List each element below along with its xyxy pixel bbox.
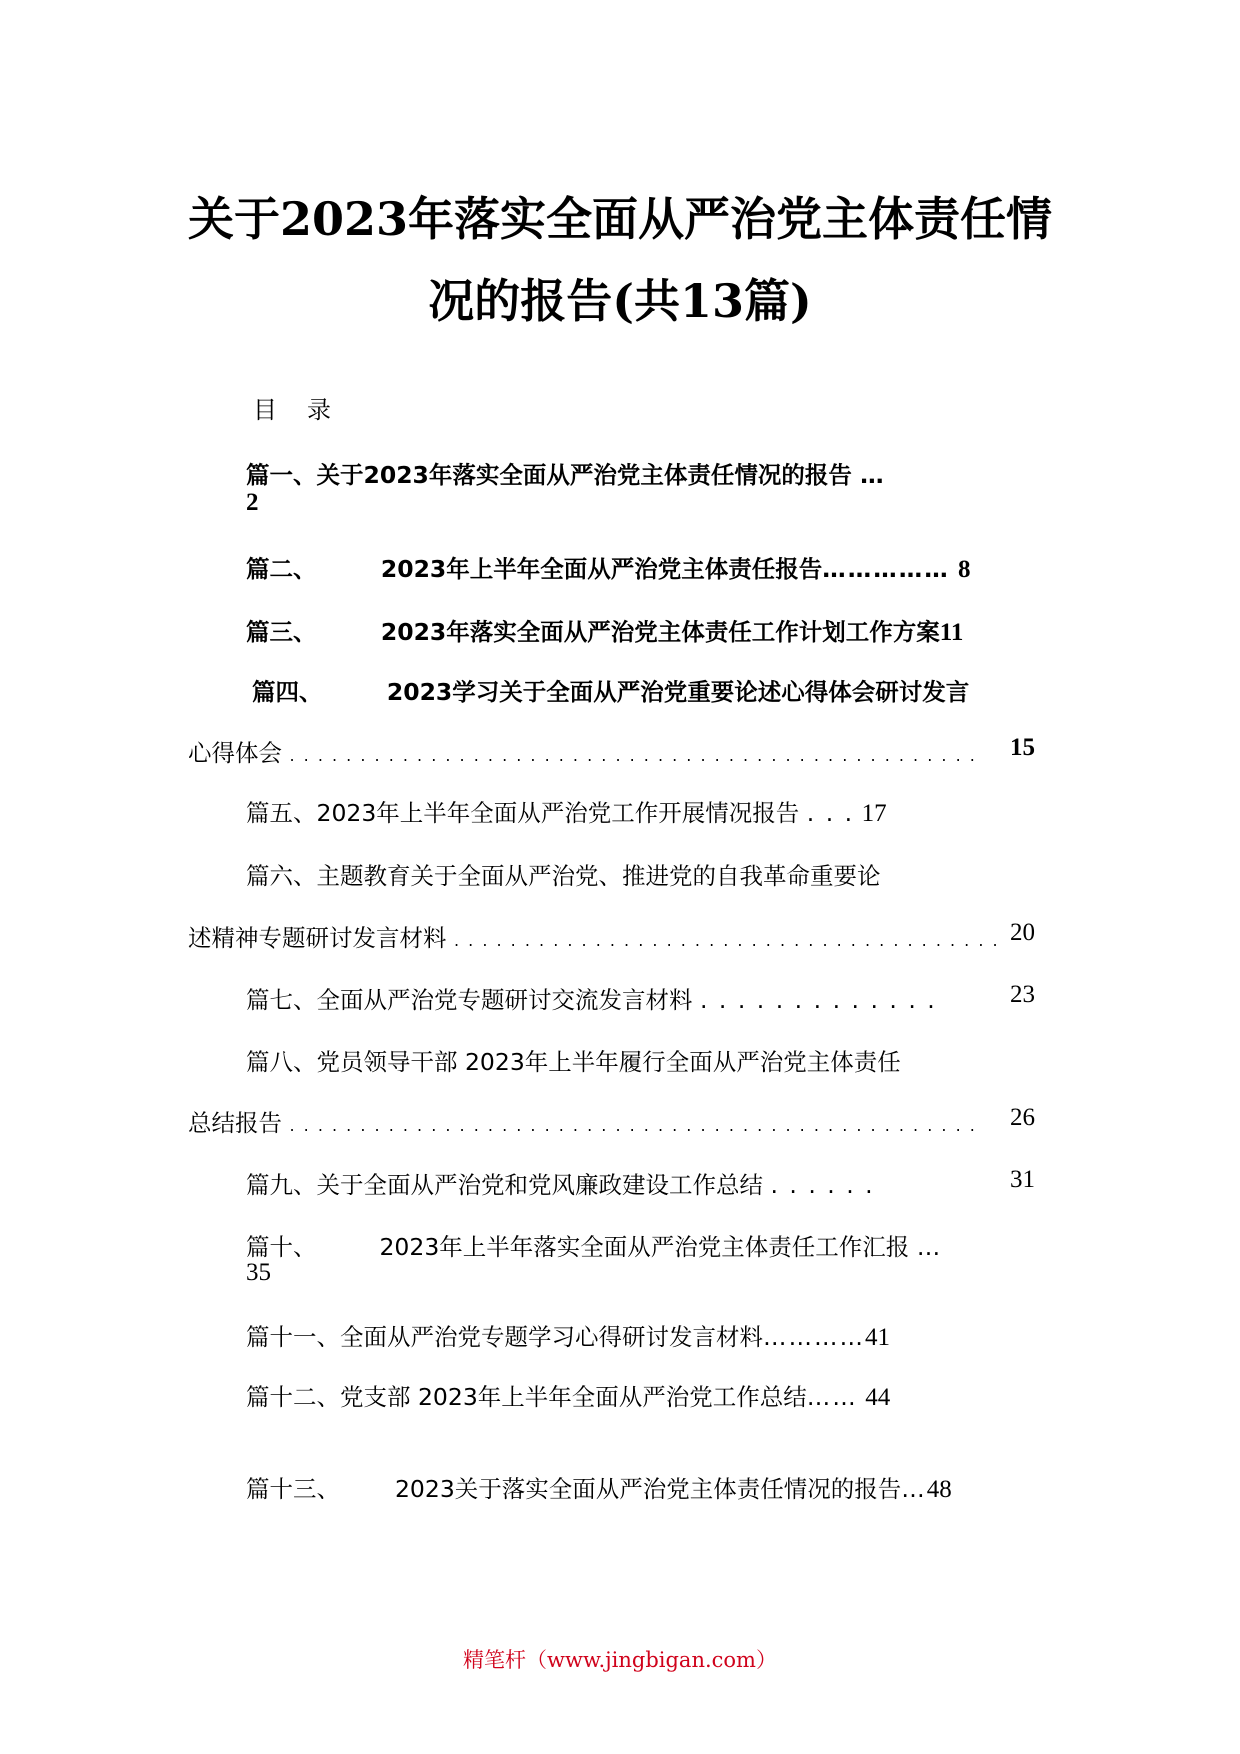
- document-title: [0, 178, 1240, 342]
- toc-entry-13[interactable]: [246, 1470, 952, 1504]
- toc-entry-4-page-number: 15: [1010, 734, 1035, 761]
- toc-entry-1-page: [246, 488, 259, 517]
- toc-entry-4-leader: . . . . . . . . . . . . . . . . . . . . . . . . . . . . . . . . . . . . . . . . . . . . . . . . .: [289, 746, 977, 765]
- toc-entry-9-page-number: 31: [1010, 1166, 1035, 1193]
- toc-entry-10-page-number: 35: [246, 1259, 271, 1286]
- toc-entry-9-leader: . . . . . .: [770, 1171, 875, 1199]
- toc-entry-7-title: 篇七、全面从严治党专题研讨交流发言材料: [246, 986, 693, 1014]
- toc-entry-10-label: 篇十、: [246, 1233, 317, 1261]
- toc-entry-9[interactable]: [246, 1166, 1043, 1200]
- toc-entry-6[interactable]: [246, 857, 881, 891]
- toc-entry-2-page-number: 8: [957, 556, 971, 583]
- title-line-1: 关于2023年落实全面从严治党主体责任情: [187, 192, 1053, 246]
- toc-entry-12-page-number: 44: [865, 1384, 891, 1411]
- toc-entry-5-leader: . . .: [806, 799, 855, 827]
- toc-entry-4-continued[interactable]: [188, 734, 1043, 768]
- toc-entry-12-leader: ……: [806, 1383, 858, 1411]
- toc-entry-4-title-continued: 心得体会: [188, 739, 282, 767]
- toc-entry-8-page-number: 26: [1010, 1104, 1035, 1131]
- toc-entry-13-title: 2023关于落实全面从严治党主体责任情况的报告: [394, 1475, 902, 1503]
- footer-watermark[interactable]: 精笔杆（www.jingbigan.com）: [463, 1648, 777, 1672]
- toc-entry-12-title: 篇十二、党支部 2023年上半年全面从严治党工作总结: [246, 1383, 807, 1411]
- toc-entry-8-title-continued: 总结报告: [188, 1109, 282, 1137]
- toc-entry-12[interactable]: [246, 1378, 890, 1412]
- toc-entry-11-title: 篇十一、全面从严治党专题学习心得研讨发言材料: [246, 1323, 763, 1351]
- toc-entry-7-leader: . . . . . . . . . . . . .: [699, 986, 937, 1014]
- toc-entry-11-page-number: 41: [865, 1324, 890, 1351]
- toc-entry-6-title: 篇六、主题教育关于全面从严治党、推进党的自我革命重要论: [246, 862, 881, 890]
- toc-entry-2[interactable]: [246, 550, 970, 584]
- toc-entry-2-title: 2023年上半年全面从严治党主体责任报告: [380, 555, 823, 583]
- toc-entry-10-page: [246, 1258, 271, 1287]
- toc-entry-3-page-number: 11: [939, 619, 964, 646]
- toc-entry-1-page-number: 2: [246, 489, 259, 516]
- toc-entry-1-text: 篇一、关于2023年落实全面从严治党主体责任情况的报告 …: [246, 461, 884, 489]
- title-line-2: 况的报告(共13篇): [428, 274, 812, 328]
- toc-entry-13-page-number: 48: [926, 1476, 952, 1503]
- toc-entry-4-title: 2023学习关于全面从严治党重要论述心得体会研讨发言: [386, 678, 970, 706]
- toc-entry-2-label: 篇二、: [246, 555, 317, 583]
- toc-entry-6-continued[interactable]: [188, 919, 1043, 953]
- toc-entry-7-page-number: 23: [1010, 981, 1035, 1008]
- toc-entry-8-leader: . . . . . . . . . . . . . . . . . . . . . . . . . . . . . . . . . . . . . . . . . . . . . . . . .: [289, 1116, 977, 1135]
- toc-entry-8-title: 篇八、党员领导干部 2023年上半年履行全面从严治党主体责任: [246, 1048, 901, 1076]
- toc-entry-6-title-continued: 述精神专题研讨发言材料: [188, 924, 447, 952]
- toc-entry-4-label: 篇四、: [252, 678, 323, 706]
- toc-entry-3-label: 篇三、: [246, 618, 317, 646]
- toc-entry-6-leader: . . . . . . . . . . . . . . . . . . . . . . . . . . . . . . . . . . . . . . .: [453, 931, 1000, 950]
- toc-entry-2-leader: ……………: [822, 555, 950, 583]
- toc-entry-6-page-number: 20: [1010, 919, 1035, 946]
- toc-entry-4[interactable]: [252, 673, 969, 707]
- toc-entry-5-page-number: 17: [861, 800, 887, 827]
- toc-entry-8[interactable]: [246, 1043, 901, 1077]
- toc-entry-8-continued[interactable]: [188, 1104, 1043, 1138]
- toc-entry-1[interactable]: [246, 456, 884, 490]
- toc-entry-5-title: 篇五、2023年上半年全面从严治党工作开展情况报告: [246, 799, 800, 827]
- toc-entry-13-label: 篇十三、: [246, 1475, 340, 1503]
- toc-entry-11[interactable]: [246, 1318, 890, 1352]
- toc-entry-10[interactable]: [246, 1228, 940, 1262]
- toc-entry-3[interactable]: [246, 613, 963, 647]
- toc-entry-5[interactable]: [246, 794, 887, 828]
- toc-entry-7[interactable]: [246, 981, 1043, 1015]
- toc-entry-9-title: 篇九、关于全面从严治党和党风廉政建设工作总结: [246, 1171, 763, 1199]
- toc-heading: 目录: [253, 396, 361, 424]
- toc-entry-13-leader: …: [901, 1475, 927, 1503]
- toc-entry-3-title: 2023年落实全面从严治党主体责任工作计划工作方案: [380, 618, 940, 646]
- toc-entry-11-leader: …………: [763, 1323, 865, 1351]
- toc-entry-10-title: 2023年上半年落实全面从严治党主体责任工作汇报 …: [379, 1233, 941, 1261]
